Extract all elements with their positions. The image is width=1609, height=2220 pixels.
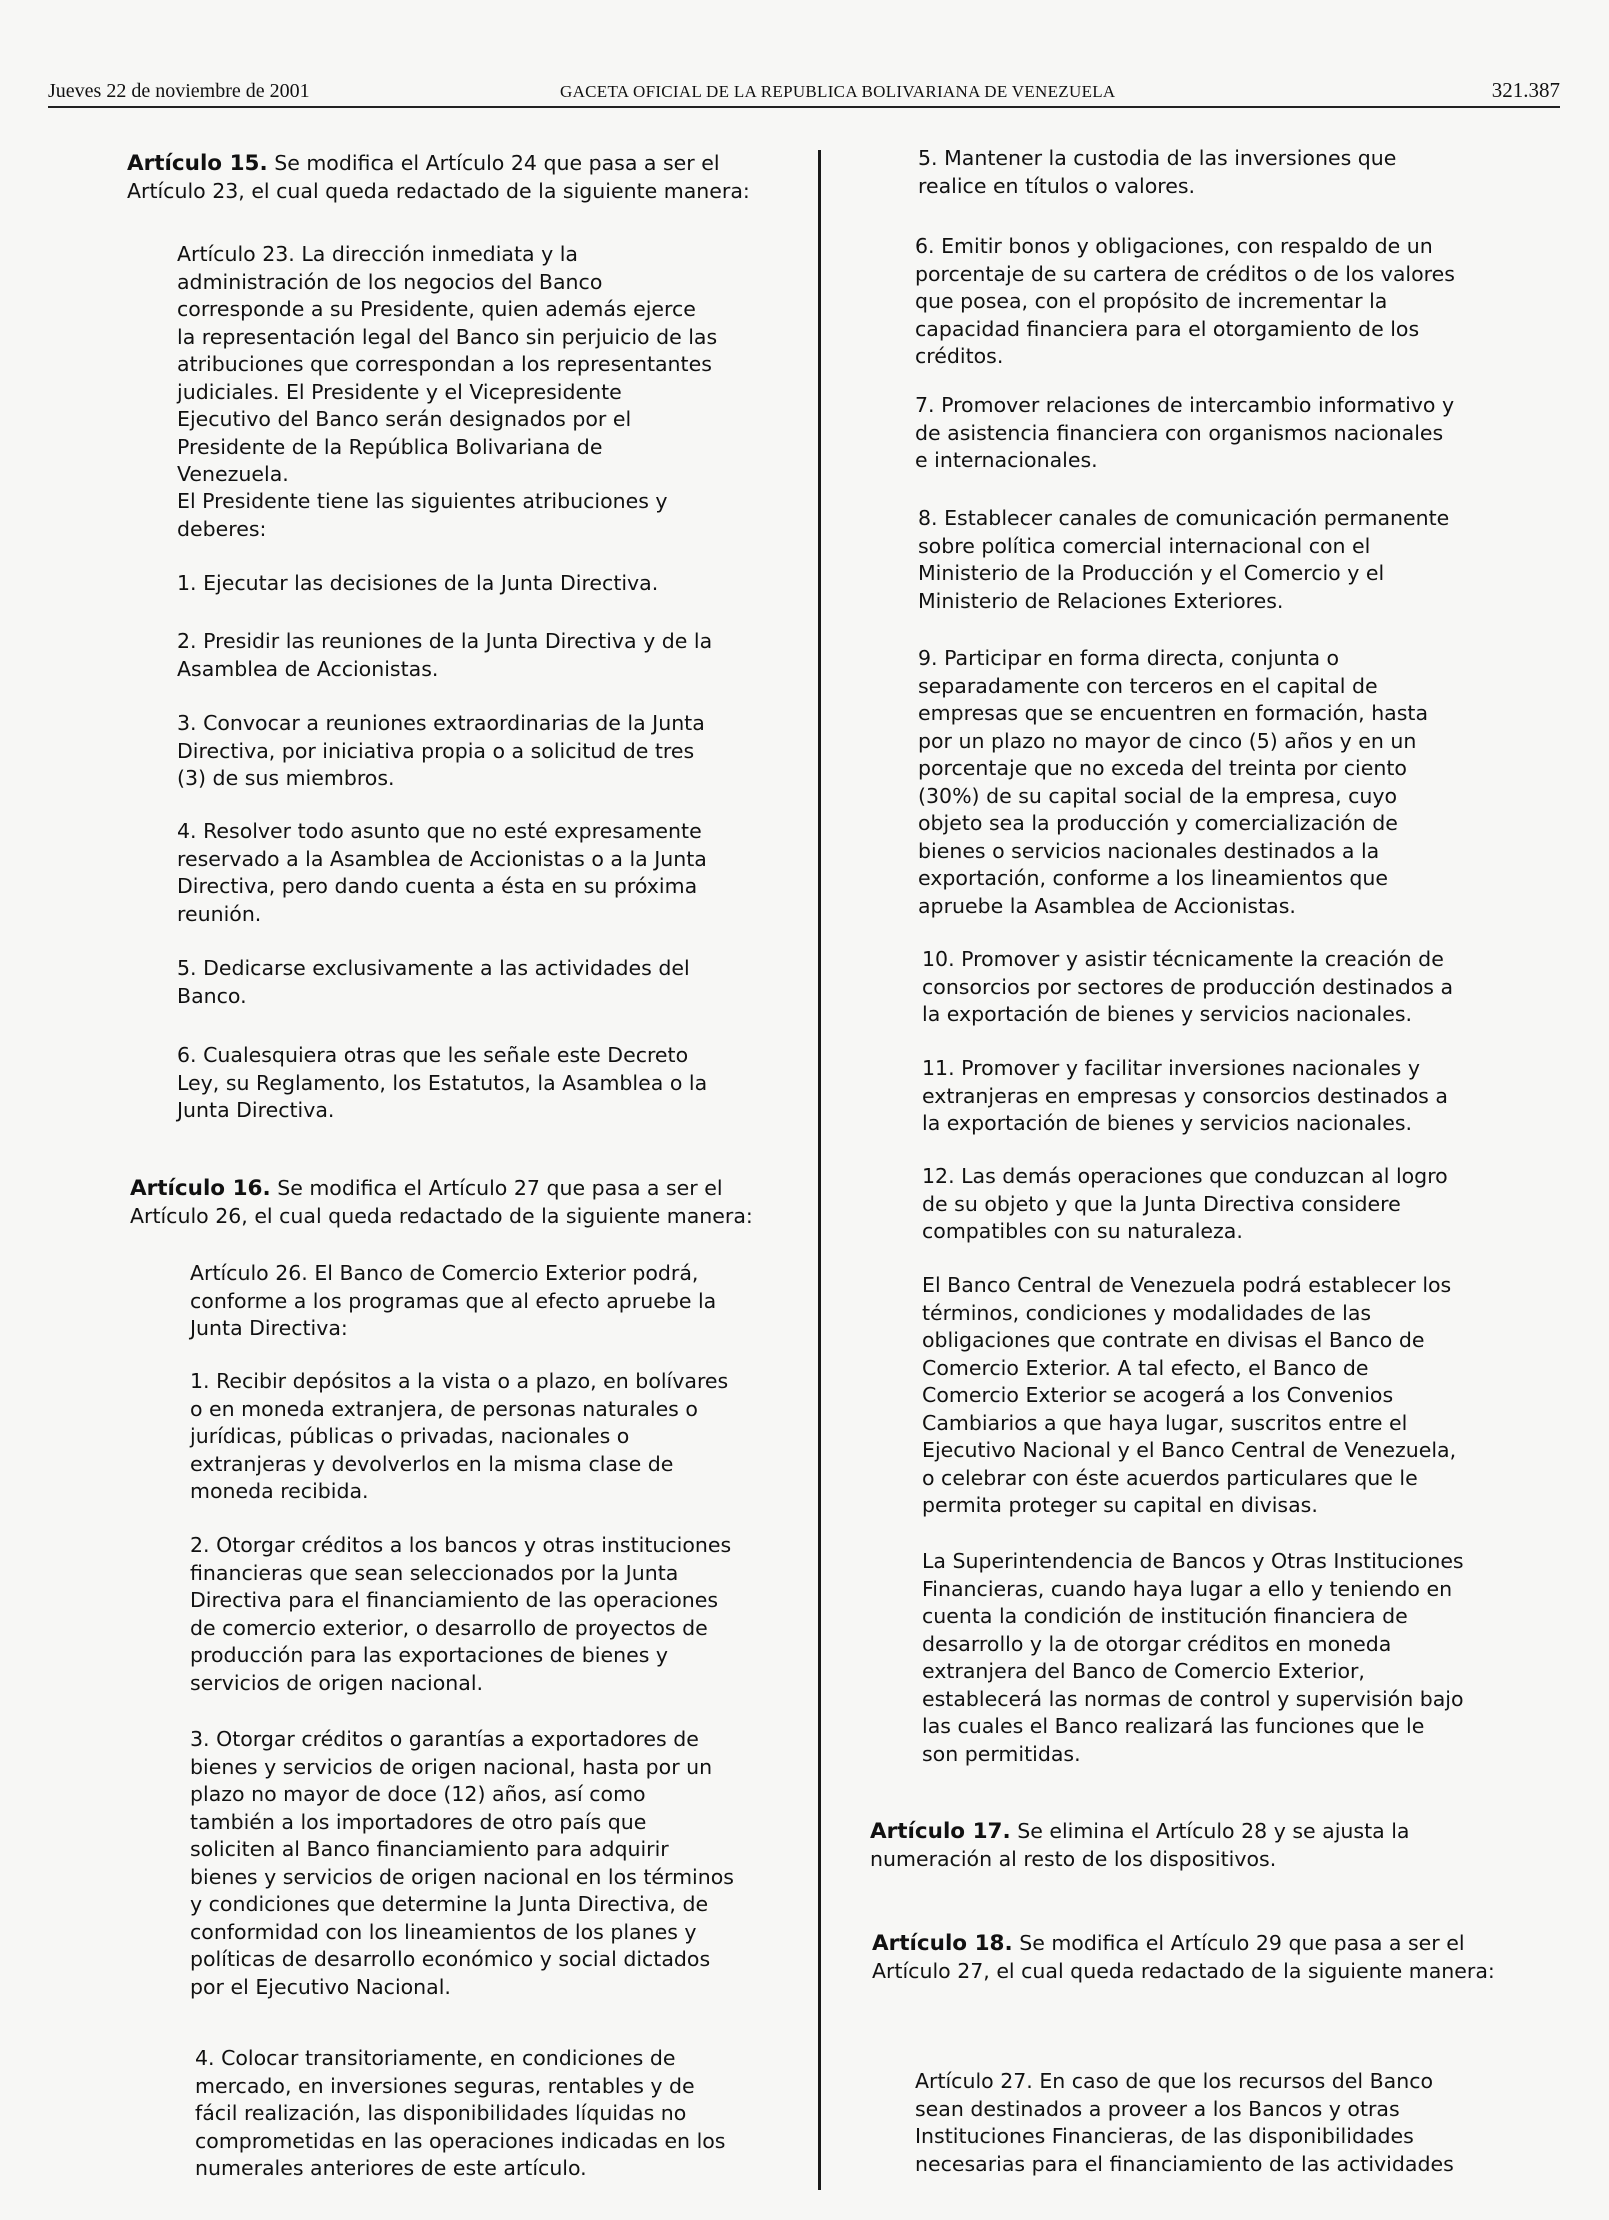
central-bank-paragraph: El Banco Central de Venezuela podrá establecer los términos, condiciones y modalidades de las obligaciones que contrate en divisas el Banco de Comercio Exterior. A tal efecto, el Banco de Comercio Exterior se acogerá a los Convenios Cambiarios a que haya lugar, suscritos entre el Ejecutivo Nacional y el Banco Central de Venezuela, o celebrar con éste acuerdos particulares que le permita proteger su capital en divisas.	[922, 1273, 1457, 1517]
article-18-heading: Artículo 18.	[872, 1931, 1013, 1956]
bank-function-item: 12. Las demás operaciones que conduzcan al logro de su objeto y que la Junta Directiva considere compatibles con su naturaleza.	[922, 1164, 1448, 1243]
bank-function-item: 8. Establecer canales de comunicación permanente sobre política comercial internacional con el Ministerio de la Producción y el Comercio y el Ministerio de Relaciones Exteriores.	[918, 506, 1450, 613]
bank-function-item: 4. Colocar transitoriamente, en condiciones de mercado, en inversiones seguras, rentables y de fácil realización, las disponibilidades líquidas no comprometidas en las operaciones indicadas en los numerales anteriores de este artículo.	[195, 2046, 726, 2180]
article-18-paragraph	[872, 1930, 1512, 1985]
bank-function-item: 10. Promover y asistir técnicamente la creación de consorcios por sectores de producción destinados a la exportación de bienes y servicios nacionales.	[922, 947, 1454, 1026]
article-15-heading: Artículo 15.	[127, 151, 268, 176]
article-17-heading: Artículo 17.	[870, 1819, 1011, 1844]
article-27-text: Artículo 27. En caso de que los recursos del Banco sean destinados a proveer a los Bancos y otras Instituciones Financieras, de las disponibilidades necesarias para el financiamiento de las actividades	[915, 2069, 1454, 2176]
bank-function-item: 11. Promover y facilitar inversiones nacionales y extranjeras en empresas y consorcios destinados a la exportación de bienes y servicios nacionales.	[922, 1056, 1448, 1135]
bank-function-item: 7. Promover relaciones de intercambio informativo y de asistencia financiera con organismos nacionales e internacionales.	[915, 393, 1455, 472]
article-26-text: Artículo 26. El Banco de Comercio Exterior podrá, conforme a los programas que al efecto apruebe la Junta Directiva:	[190, 1261, 717, 1340]
column-divider	[818, 150, 821, 2190]
bank-function-item: 1. Recibir depósitos a la vista o a plazo, en bolívares o en moneda extranjera, de personas naturales o jurídicas, públicas o privadas, nacionales o extranjeras y devolverlos en la misma clase de moneda recibida.	[190, 1369, 729, 1503]
article-16-paragraph	[130, 1175, 780, 1230]
superintendency-paragraph: La Superintendencia de Bancos y Otras Instituciones Financieras, cuando haya lugar a ello y teniendo en cuenta la condición de institución financiera de desarrollo y la de otorgar créditos en moneda extranjera del Banco de Comercio Exterior, establecerá las normas de control y supervisión bajo las cuales el Banco realizará las funciones que le son permitidas.	[922, 1549, 1464, 1766]
article-17-paragraph	[870, 1818, 1510, 1873]
president-duties-intro: El Presidente tiene las siguientes atribuciones y deberes:	[177, 489, 668, 541]
bank-function-item: 3. Otorgar créditos o garantías a exportadores de bienes y servicios de origen nacional, hasta por un plazo no mayor de doce (12) años, así como también a los importadores de otro país que soliciten al Banco financiamiento para adquirir bienes y servicios de origen nacional en los términos y condiciones que determine la Junta Directiva, de conformidad con los lineamientos de los planes y políticas de desarrollo económico y social dictados por el Ejecutivo Nacional.	[190, 1727, 734, 1999]
bank-function-item: 9. Participar en forma directa, conjunta o separadamente con terceros en el capital de empresas que se encuentren en formación, hasta por un plazo no mayor de cinco (5) años y en un porcentaje que no exceda del treinta por ciento (30%) de su capital social de la empresa, cuyo objeto sea la producción y comercialización de bienes o servicios nacionales destinados a la exportación, conforme a los lineamientos que apruebe la Asamblea de Accionistas.	[918, 646, 1429, 918]
bank-function-item: 6. Emitir bonos y obligaciones, con respaldo de un porcentaje de su cartera de créditos o de los valores que posea, con el propósito de incrementar la capacidad financiera para el otorgamiento de los créditos.	[915, 234, 1455, 368]
article-17-text: Se elimina el Artículo 28 y se ajusta la numeración al resto de los dispositivos.	[870, 1819, 1410, 1871]
president-duty-item: 5. Dedicarse exclusivamente a las actividades del Banco.	[177, 956, 690, 1008]
president-duty-item: 2. Presidir las reuniones de la Junta Directiva y de la Asamblea de Accionistas.	[177, 629, 713, 681]
president-duty-item: 3. Convocar a reuniones extraordinarias de la Junta Directiva, por iniciativa propia o a solicitud de tres (3) de sus miembros.	[177, 711, 705, 790]
article-23-text: Artículo 23. La dirección inmediata y la administración de los negocios del Banco corresponde a su Presidente, quien además ejerce la representación legal del Banco sin perjuicio de las atribuciones que correspondan a los representantes judiciales. El Presidente y el Vicepresidente Ejecutivo del Banco serán designados por el Presidente de la República Bolivariana de Venezuela.	[177, 242, 718, 486]
header-page-number: 321.387	[1491, 78, 1560, 102]
page-header	[48, 76, 1560, 108]
article-15-intro: Se modifica el Artículo 24 que pasa a ser el Artículo 23, el cual queda redactado de la siguiente manera:	[127, 151, 750, 203]
bank-function-item: 2. Otorgar créditos a los bancos y otras instituciones financieras que sean seleccionados por la Junta Directiva para el financiamiento de las operaciones de comercio exterior, o desarrollo de proyectos de producción para las exportaciones de bienes y servicios de origen nacional.	[190, 1533, 732, 1695]
bank-function-item: 5. Mantener la custodia de las inversiones que realice en títulos o valores.	[918, 146, 1397, 198]
article-16-intro: Se modifica el Artículo 27 que pasa a ser el Artículo 26, el cual queda redactado de la siguiente manera:	[130, 1176, 753, 1228]
article-18-intro: Se modifica el Artículo 29 que pasa a ser el Artículo 27, el cual queda redactado de la siguiente manera:	[872, 1931, 1495, 1983]
president-duty-item: 4. Resolver todo asunto que no esté expresamente reservado a la Asamblea de Accionistas o a la Junta Directiva, pero dando cuenta a ésta en su próxima reunión.	[177, 819, 707, 926]
header-date: Jueves 22 de noviembre de 2001	[48, 80, 310, 102]
president-duty-item: 1. Ejecutar las decisiones de la Junta Directiva.	[177, 571, 659, 595]
article-16-heading: Artículo 16.	[130, 1176, 271, 1201]
article-15-paragraph	[127, 150, 762, 205]
header-gazette-title: GACETA OFICIAL DE LA REPUBLICA BOLIVARIANA DE VENEZUELA	[560, 82, 1116, 101]
president-duty-item: 6. Cualesquiera otras que les señale este Decreto Ley, su Reglamento, los Estatutos, la Asamblea o la Junta Directiva.	[177, 1043, 708, 1122]
